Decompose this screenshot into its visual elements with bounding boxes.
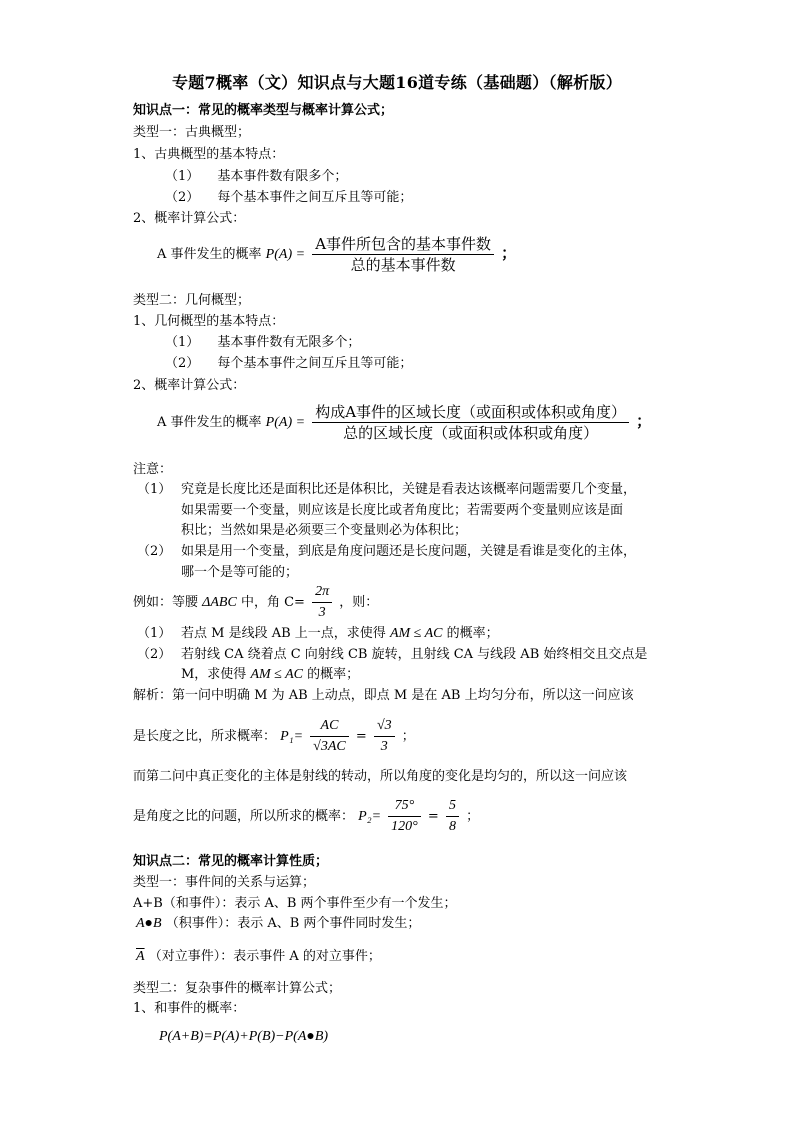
note1-line1: 究竟是长度比还是面积比还是体积比，关键是看表达该概率问题需要几个变量， [181, 482, 637, 497]
note2-line1: 如果是用一个变量，到底是角度问题还是长度问题，关键是看谁是变化的主体， [181, 544, 637, 559]
analysis2-line2 [133, 796, 479, 837]
list-number: （2） [165, 190, 200, 205]
analysis1-line2 [133, 716, 415, 757]
type2-formula-label: 2、概率计算公式： [133, 378, 246, 393]
type1-features-label: 1、古典概型的基本特点： [133, 147, 285, 162]
p1-symbol: P₁= [280, 729, 304, 744]
formula-end: ； [636, 412, 652, 430]
formula-lhs-math: P(A) = [265, 415, 306, 430]
type1-heading: 类型一：古典概型； [133, 125, 251, 140]
type2-features-label: 1、几何概型的基本特点： [133, 314, 285, 329]
q2-suffix: 的概率； [307, 667, 360, 682]
analysis2-line1: 而第二问中真正变化的主体是射线的转动，所以角度的变化是均匀的，所以这一问应该 [133, 769, 628, 784]
equals-sign: = [427, 809, 439, 824]
fraction-denominator: 3 [380, 739, 388, 754]
fraction-numerator: 构成A事件的区域长度（或面积或体积或角度） [312, 402, 629, 423]
fraction-numerator: 75° [388, 796, 421, 817]
fraction-denominator: 总的区域长度（或面积或体积或角度） [343, 424, 599, 442]
fraction-numerator: √3 [374, 716, 395, 737]
feature-text: 基本事件数有无限多个； [217, 335, 361, 350]
list-number: （1） [165, 335, 200, 350]
product-text: （积事件）：表示 A、B 两个事件同时发生； [165, 916, 421, 931]
analysis1-line1: 解析：第一问中明确 M 为 AB 上动点，即点 M 是在 AB 上均匀分布，所以这一问应该 [133, 688, 634, 703]
note1-line2: 如果需要一个变量，则应该是长度比或者角度比；若需要两个变量则应该是面 [181, 503, 624, 518]
example-middle: 中，角 C= [240, 595, 305, 610]
formula-fraction [312, 402, 629, 443]
p2-symbol: P₂= [358, 809, 382, 824]
example-prefix: 例如：等腰 [133, 595, 199, 610]
q1-suffix: 的概率； [446, 626, 499, 641]
section-heading-2: 知识点二：常见的概率计算性质； [133, 854, 329, 869]
formula-lhs-text: A 事件发生的概率 [157, 247, 262, 262]
analysis1-text: 是长度之比，所求概率： [133, 729, 277, 744]
formula-lhs-math: P(A) = [265, 247, 306, 262]
feature-text: 基本事件数有限多个； [217, 169, 348, 184]
p2-fraction-2 [446, 796, 459, 837]
example-q1-number: （1） [137, 626, 172, 641]
formula-end: ； [501, 244, 517, 262]
page-title: 专题7概率（文）知识点与大题16道专练（基础题）（解析版） [171, 73, 623, 92]
q2-math: AM ≤ AC [250, 667, 303, 682]
q1-math: AM ≤ AC [389, 626, 443, 641]
k2-type1-heading: 类型一：事件间的关系与运算； [133, 875, 316, 890]
feature-text: 每个基本事件之间互斥且等可能； [217, 356, 413, 371]
note1-number: （1） [137, 482, 172, 497]
p2-fraction-1 [388, 796, 421, 837]
note1-line3: 积比；当然如果是必须要三个变量则必为体积比； [181, 523, 468, 538]
opposite-text: （对立事件）：表示事件 A 的对立事件； [148, 949, 381, 964]
list-number: （2） [165, 356, 200, 371]
formula-lhs-text: A 事件发生的概率 [157, 415, 262, 430]
triangle-symbol: ΔABC [202, 595, 237, 610]
fraction-denominator: √3AC [313, 739, 346, 754]
example-q2-line1: 若射线 CA 绕着点 C 向射线 CB 旋转，且射线 CA 与线段 AB 始终相交且交点是 [181, 647, 648, 662]
note-label: 注意： [133, 462, 173, 477]
k2-type2-heading: 类型二：复杂事件的概率计算公式； [133, 981, 342, 996]
fraction-denominator: 总的基本事件数 [350, 256, 456, 274]
type1-formula-label: 2、概率计算公式： [133, 211, 246, 226]
section-heading-1: 知识点一：常见的概率类型与概率计算公式； [133, 103, 394, 118]
example-q2-number: （2） [137, 647, 172, 662]
fraction-numerator: AC [310, 716, 349, 737]
formula-fraction [312, 234, 494, 275]
example-suffix: ，则： [339, 595, 379, 610]
fraction-numerator: 2π [312, 582, 332, 603]
type1-feature2 [165, 189, 412, 207]
geometric-probability-formula [157, 402, 651, 443]
opposite-symbol: $\overline{A}$ [136, 949, 145, 964]
fraction-denominator: 3 [318, 605, 326, 620]
example-statement [133, 582, 378, 623]
example-q2-line2 [181, 666, 359, 684]
fraction-denominator: 120° [391, 819, 418, 834]
formula-end: ； [401, 729, 415, 744]
note2-number: （2） [137, 544, 172, 559]
q2-text: M，求使得 [181, 667, 247, 682]
type1-feature1 [165, 168, 347, 186]
list-number: （1） [165, 169, 200, 184]
fraction-denominator: 8 [448, 819, 456, 834]
sum-probability-label: 1、和事件的概率： [133, 1001, 246, 1016]
note2-line2: 哪一个是等可能的； [181, 565, 299, 580]
equals-sign: = [355, 729, 367, 744]
p1-fraction-1 [310, 716, 349, 757]
formula-end: ； [466, 809, 480, 824]
p1-fraction-2 [374, 716, 395, 757]
analysis2-text: 是角度之比的问题，所以所求的概率： [133, 809, 355, 824]
type2-heading: 类型二：几何概型； [133, 293, 251, 308]
product-event-definition [136, 915, 420, 933]
example-q1 [181, 625, 499, 643]
product-symbol: A●B [136, 916, 162, 931]
angle-fraction [312, 582, 332, 623]
type2-feature2 [165, 355, 412, 373]
opposite-event-definition [136, 948, 381, 966]
classical-probability-formula [157, 234, 516, 275]
q1-text: 若点 M 是线段 AB 上一点，求使得 [181, 626, 386, 641]
sum-event-definition: A+B（和事件）：表示 A、B 两个事件至少有一个发生； [133, 896, 457, 911]
sum-probability-formula: P(A+B)=P(A)+P(B)−P(A●B) [159, 1029, 329, 1044]
type2-feature1 [165, 334, 360, 352]
fraction-numerator: A事件所包含的基本事件数 [312, 234, 494, 255]
fraction-numerator: 5 [446, 796, 459, 817]
feature-text: 每个基本事件之间互斥且等可能； [217, 190, 413, 205]
